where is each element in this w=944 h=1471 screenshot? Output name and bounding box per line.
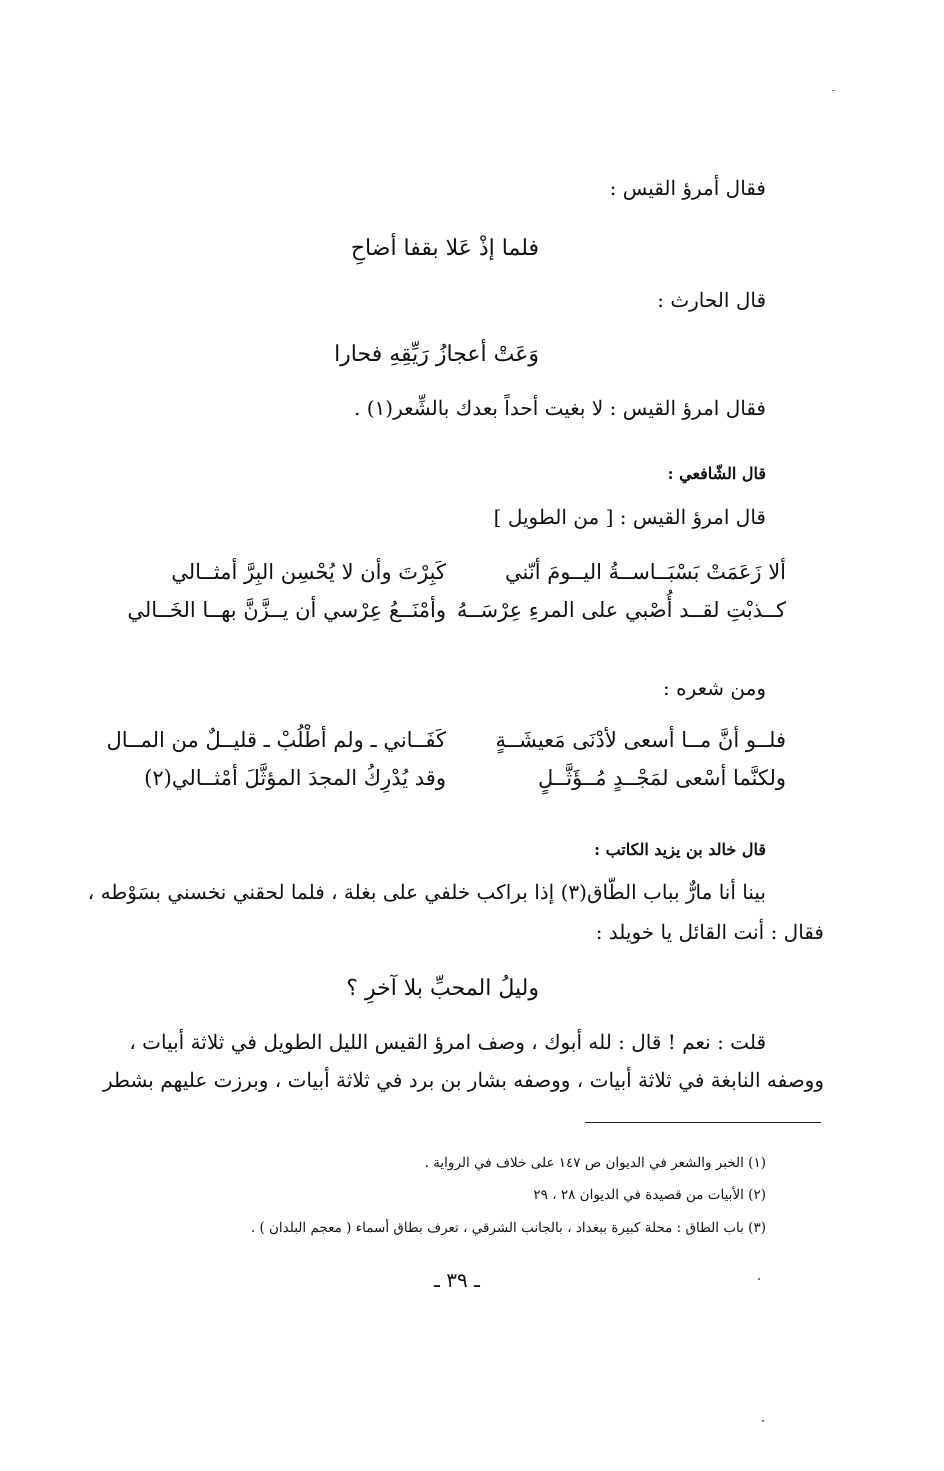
verse-second-hemistich: وقد يُدْرِكُ المجدَ المؤثَّلَ أمْثــالي(٢) bbox=[144, 766, 446, 790]
verse-hemistich: فلما إذْ عَلا بقفا أضاحِ bbox=[350, 236, 539, 261]
paragraph-line: قلت : نعم ! قال : لله أبوك ، وصف امرؤ القيس الليل الطويل في ثلاثة أبيات ، bbox=[129, 1030, 766, 1054]
poem-intro: ومن شعره : bbox=[663, 676, 766, 700]
scan-speck bbox=[832, 90, 835, 91]
footnote-separator bbox=[585, 1122, 821, 1123]
paragraph-line: ووصفه النابغة في ثلاثة أبيات ، ووصفه بشار بن برد في ثلاثة أبيات ، وبرزت عليهم بشطر bbox=[103, 1068, 824, 1092]
verse-second-hemistich: كَفَــاني ـ ولم أطْلُبْ ـ قليــلٌ من المــال bbox=[106, 728, 446, 752]
poem-intro: قال امرؤ القيس : [ من الطويل ] bbox=[493, 505, 766, 529]
verse-hemistich: وليلُ المحبِّ بلا آخرِ ؟ bbox=[346, 976, 539, 1001]
footnote: (٢) الأبيات من قصيدة في الديوان ٢٨ ، ٢٩ bbox=[533, 1187, 766, 1203]
verse-first-hemistich: ولكنَّما أسْعى لمَجْــدٍ مُــؤَثَّــلٍ bbox=[538, 766, 786, 790]
scan-speck bbox=[758, 1278, 760, 1280]
verse-first-hemistich: فلــو أنَّ مــا أسعى لأدْنَى مَعيشَــةٍ bbox=[495, 728, 786, 752]
closing-statement: فقال امرؤ القيس : لا بغيت أحداً بعدك بالشِّعر(١) . bbox=[354, 396, 766, 420]
scan-speck bbox=[762, 1420, 764, 1422]
footnote: (١) الخبر والشعر في الديوان ص ١٤٧ على خلاف في الرواية . bbox=[424, 1155, 766, 1171]
verse-hemistich: وَعَتْ أعجازُ رَيِّقِهِ فحارا bbox=[334, 342, 539, 367]
paragraph-line: بينا أنا مارٌّ بباب الطّاق(٣) إذا براكب خلفي على بغلة ، فلما لحقني نخسني بسَوْطه ، bbox=[87, 880, 766, 904]
verse-first-hemistich: كــذبْتِ لقــد أُصْبي على المرءِ عِرْسَــهُ bbox=[456, 598, 786, 622]
verse-second-hemistich: كَبِرْتَ وأن لا يُحْسِن البِرَّ أمثــالي bbox=[171, 560, 446, 584]
intro-al-harith: قال الحارث : bbox=[657, 288, 766, 312]
source-attribution: قال الشّافعي : bbox=[667, 464, 766, 483]
verse-first-hemistich: ألا زَعَمَتْ بَسْبَــاســةُ اليــومَ أنّني bbox=[505, 560, 786, 584]
source-attribution: قال خالد بن يزيد الكاتب : bbox=[594, 840, 766, 859]
footnote: (٣) باب الطاق : محلة كبيرة ببغداد ، بالجانب الشرقي ، تعرف بطاق أسماء ( معجم البلدان ) . bbox=[250, 1220, 766, 1236]
verse-second-hemistich: وأمْنَــعُ عِرْسي أن يــزَّنَّ بهــا الخَــالي bbox=[127, 598, 446, 622]
page-number: ـ ٣٩ ـ bbox=[434, 1268, 480, 1292]
intro-imru-al-qais: فقال أمرؤ القيس : bbox=[609, 176, 766, 200]
paragraph-line: فقال : أنت القائل يا خويلد : bbox=[595, 920, 824, 944]
